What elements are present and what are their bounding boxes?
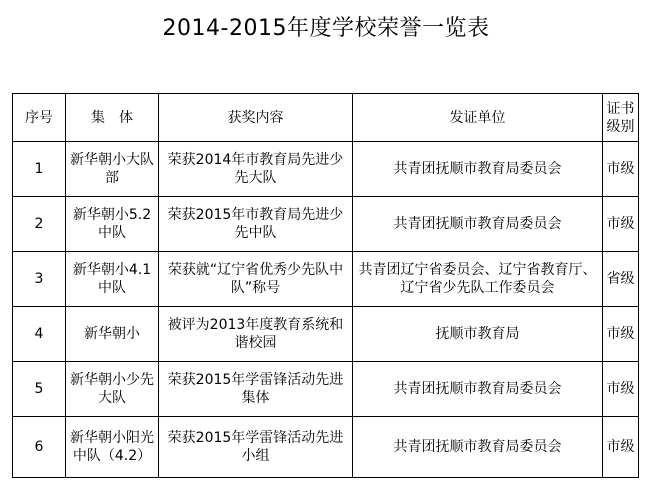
- cell-content: 被评为2013年度教育系统和谐校园: [159, 307, 353, 362]
- cell-group: 新华朝小大队部: [66, 142, 159, 197]
- cell-group: 新华朝小4.1中队: [66, 252, 159, 307]
- header-level: 证书级别: [603, 94, 639, 142]
- cell-level: 市级: [603, 417, 639, 478]
- cell-content: 荣获就“辽宁省优秀少先队中队”称号: [159, 252, 353, 307]
- header-no: 序号: [13, 94, 66, 142]
- header-issuer: 发证单位: [353, 94, 603, 142]
- table-row: [13, 307, 639, 362]
- cell-issuer: 共青团抚顺市教育局委员会: [353, 197, 603, 252]
- cell-group: 新华朝小: [66, 307, 159, 362]
- cell-group: 新华朝小5.2中队: [66, 197, 159, 252]
- table-row: [13, 417, 639, 478]
- cell-level: 省级: [603, 252, 639, 307]
- table-row: [13, 142, 639, 197]
- cell-level: 市级: [603, 307, 639, 362]
- table-row: [13, 362, 639, 417]
- table-header-row: [13, 94, 639, 142]
- cell-level: 市级: [603, 142, 639, 197]
- cell-level: 市级: [603, 197, 639, 252]
- cell-no: 1: [13, 142, 66, 197]
- cell-issuer: 共青团抚顺市教育局委员会: [353, 142, 603, 197]
- cell-issuer: 共青团抚顺市教育局委员会: [353, 417, 603, 478]
- cell-content: 荣获2015年学雷锋活动先进集体: [159, 362, 353, 417]
- header-content: 获奖内容: [159, 94, 353, 142]
- cell-no: 4: [13, 307, 66, 362]
- cell-no: 6: [13, 417, 66, 478]
- table-row: [13, 252, 639, 307]
- cell-level: 市级: [603, 362, 639, 417]
- header-group: 集 体: [66, 94, 159, 142]
- cell-content: 荣获2014年市教育局先进少先大队: [159, 142, 353, 197]
- cell-no: 3: [13, 252, 66, 307]
- honors-table: [12, 93, 639, 478]
- cell-no: 2: [13, 197, 66, 252]
- cell-group: 新华朝小少先大队: [66, 362, 159, 417]
- cell-group: 新华朝小阳光中队（4.2）: [66, 417, 159, 478]
- cell-issuer: 抚顺市教育局: [353, 307, 603, 362]
- cell-content: 荣获2015年学雷锋活动先进小组: [159, 417, 353, 478]
- cell-issuer: 共青团抚顺市教育局委员会: [353, 362, 603, 417]
- page-title: 2014-2015年度学校荣誉一览表: [162, 16, 490, 41]
- cell-content: 荣获2015年市教育局先进少先中队: [159, 197, 353, 252]
- cell-no: 5: [13, 362, 66, 417]
- table-row: [13, 197, 639, 252]
- cell-issuer: 共青团辽宁省委员会、辽宁省教育厅、辽宁省少先队工作委员会: [353, 252, 603, 307]
